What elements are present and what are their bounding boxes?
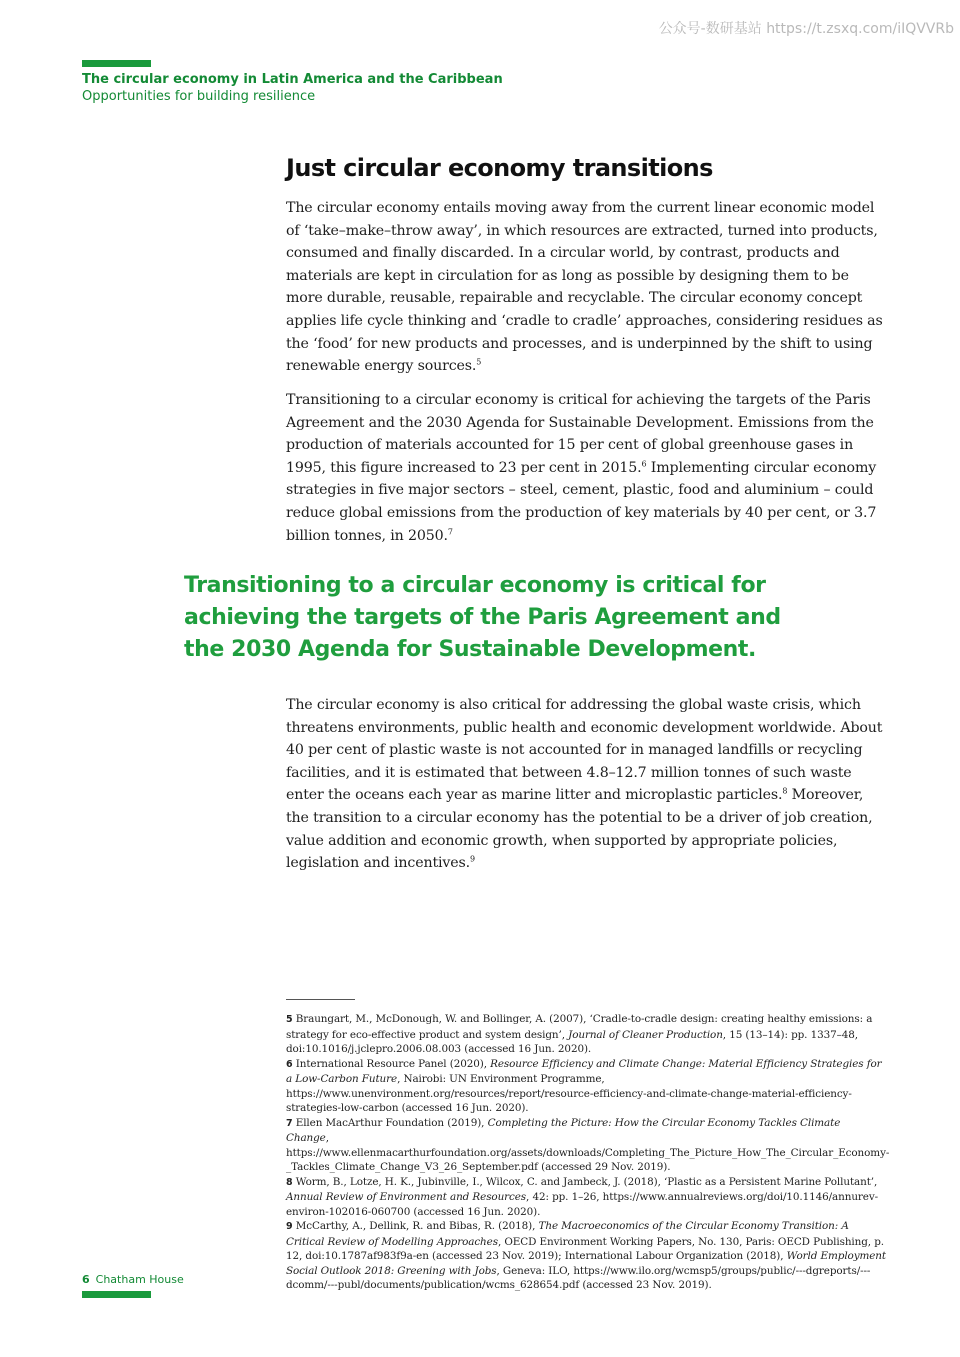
footnote-text: , Nairobi: UN Environment Programme, https://www.unenvironment.org/resources/report/resource-efficiency-and-climate-change-material-efficiency-strategies-low-carbon (accessed 16 Jun. 2020). <box>286 1073 852 1114</box>
footnote-text: Ellen MacArthur Foundation (2019), <box>295 1116 488 1129</box>
footnote-title: Journal of Cleaner Production <box>568 1028 723 1041</box>
footnote-text: , OECD Environment Working Papers, No. 130, Paris: OECD Publishing, p. 12, doi:10.1787af983f9a-en (accessed 23 Nov. 2019); International Labour Organization (2018), <box>286 1235 884 1262</box>
footnote-text: , 42: pp. 1–26, https://www.annualreviews.org/doi/10.1146/annurev-environ-102016-060700 (accessed 16 Jun. 2020). <box>286 1191 879 1218</box>
paragraph-text: Implementing circular economy strategies in five major sectors – steel, cement, plastic, food and aluminium – could reduce global emissions from the production of key materials by 40 per cent, or 3.7 billion tonnes, in 2050. <box>286 459 877 544</box>
page-footer <box>82 1273 184 1286</box>
pull-quote: Transitioning to a circular economy is critical for achieving the targets of the Paris Agreement and the 2030 Agenda for Sustainable Development. <box>184 573 781 662</box>
footnote-number: 5 <box>286 1014 293 1025</box>
footnote-item <box>286 1012 886 1057</box>
footnote-title: Completing the Picture: How the Circular Economy Tackles Climate Change <box>286 1116 841 1144</box>
footnote-title: World Employment Social Outlook 2018: Greening with Jobs <box>286 1250 886 1277</box>
footnote-text: , https://www.ellenmacarthurfoundation.org/assets/downloads/Completing_The_Picture_How_The_Circular_Economy-_Tackles_Climate_Change_V3_26_September.pdf (accessed 29 Nov. 2019). <box>286 1132 890 1173</box>
footnote-title: Resource Efficiency and Climate Change: Material Efficiency Strategies for a Low-Carbon Future <box>286 1057 882 1085</box>
footnote-item <box>286 1175 886 1220</box>
paragraph-text: Moreover, the transition to a circular economy has the potential to be a driver of job creation, value addition and economic growth, when supported by appropriate policies, legislation and incentives. <box>286 787 873 872</box>
watermark-text: 公众号-数研基站 https://t.zsxq.com/iIQVVRb <box>658 21 954 37</box>
report-subtitle: Opportunities for building resilience <box>82 89 316 104</box>
footnote-text: Braungart, M., McDonough, W. and Bollinger, A. (2007), ‘Cradle-to-cradle design: creating healthy emissions: a strategy for eco-effective product and system design’, <box>286 1013 873 1041</box>
footnote-ref[interactable]: 6 <box>641 459 647 469</box>
footnote-ref[interactable]: 7 <box>447 526 453 536</box>
footer-accent-bar <box>82 1291 151 1298</box>
paragraph-text: The circular economy is also critical for addressing the global waste crisis, which threatens environments, public health and economic development worldwide. About 40 per cent of plastic waste is not accounted for in managed landfills or recycling facilities, and it is estimated that between 4.8–12.7 million tonnes of such waste enter the oceans each year as marine litter and microplastic particles. <box>286 697 883 804</box>
page-number: 6 <box>82 1273 90 1286</box>
footnote-item <box>286 1116 890 1175</box>
body-paragraph <box>286 197 886 378</box>
footnotes <box>286 1012 890 1293</box>
footnote-text: Worm, B., Lotze, H. K., Jubinville, I., Wilcox, C. and Jambeck, J. (2018), ‘Plastic as a Persistent Marine Pollutant’, <box>295 1175 878 1188</box>
publisher-name: Chatham House <box>95 1273 184 1286</box>
footnote-text: , Geneva: ILO, https://www.ilo.org/wcmsp5/groups/public/---dgreports/---dcomm/---publ/documents/publication/wcms_628654.pdf (accessed 23 Nov. 2019). <box>286 1264 871 1291</box>
footnote-title: Annual Review of Environment and Resources <box>286 1191 527 1203</box>
footnote-item <box>286 1219 886 1293</box>
body-paragraph <box>286 694 886 875</box>
footnote-ref[interactable]: 5 <box>476 357 482 367</box>
header-accent-bar <box>82 60 151 67</box>
footnote-number: 7 <box>286 1117 293 1129</box>
footnote-text: International Resource Panel (2020), <box>295 1057 491 1070</box>
footnote-text: McCarthy, A., Dellink, R. and Bibas, R. (2018), <box>295 1220 539 1232</box>
footnote-item <box>286 1057 886 1116</box>
paragraph-text: Transitioning to a circular economy is critical for achieving the targets of the Paris Agreement and the 2030 Agenda for Sustainable Development. Emissions from the production of materials accounted for 15 per cent of global greenhouse gases in 1995, this figure increased to 23 per cent in 2015. <box>286 392 874 476</box>
footnote-ref[interactable]: 8 <box>782 786 788 796</box>
footnote-number: 8 <box>286 1176 293 1188</box>
footnote-number: 6 <box>286 1058 293 1070</box>
paragraph-text: The circular economy entails moving away from the current linear economic model of ‘take–make–throw away’, in which resources are extracted, turned into products, consumed and finally discarded. In a circular world, by contrast, products and materials are kept in circulation for as long as possible by designing them to be more durable, reusable, repairable and recyclable. The circular economy concept applies life cycle thinking and ‘cradle to cradle’ approaches, considering residues as the ‘food’ for new products and processes, and is underpinned by the shift to using renewable energy sources. <box>286 200 883 375</box>
footnote-title: The Macroeconomics of the Circular Economy Transition: A Critical Review of Modelling Approaches <box>286 1220 849 1248</box>
footnote-number: 9 <box>286 1221 293 1232</box>
footnote-text: , 15 (13–14): pp. 1337–48, doi:10.1016/j.jclepro.2006.08.003 (accessed 16 Jun. 2020). <box>286 1028 858 1055</box>
footnote-ref[interactable]: 9 <box>470 854 475 864</box>
footnote-divider <box>286 999 355 1000</box>
body-paragraph <box>286 389 886 547</box>
report-title: The circular economy in Latin America and the Caribbean <box>82 72 503 87</box>
section-heading: Just circular economy transitions <box>286 154 713 182</box>
